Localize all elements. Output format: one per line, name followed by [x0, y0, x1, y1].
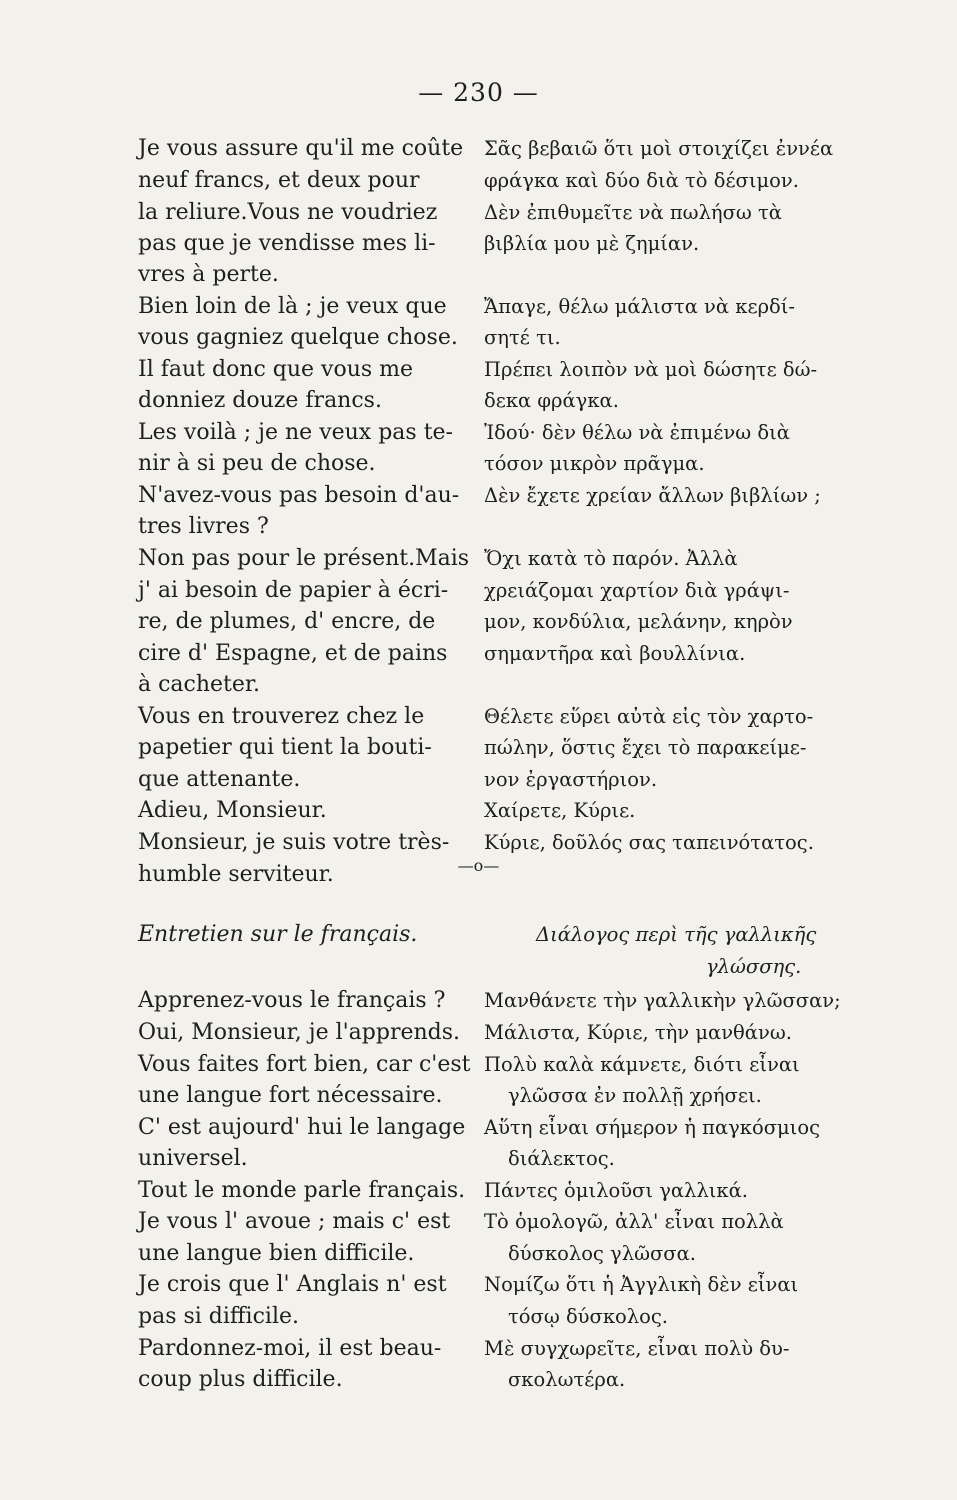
french-line: Adieu, Monsieur. [138, 798, 327, 823]
greek-line: βιβλία μου μὲ ζημίαν. [484, 232, 700, 255]
french-line: à cacheter. [138, 672, 261, 697]
french-line: donniez douze francs. [138, 388, 382, 413]
greek-line: τόσῳ δύσκολος. [508, 1305, 668, 1328]
french-line: une langue fort nécessaire. [138, 1083, 443, 1108]
greek-line: Τὸ ὁμολογῶ, ἀλλ' εἶναι πολλὰ [484, 1210, 784, 1233]
french-line: Oui, Monsieur, je l'apprends. [138, 1020, 461, 1045]
greek-line: Νομίζω ὅτι ἡ Ἀγγλικὴ δὲν εἶναι [484, 1273, 799, 1296]
greek-line: Πρέπει λοιπὸν νὰ μοὶ δώσητε δώ- [484, 358, 818, 381]
greek-line: Δὲν ἔχετε χρείαν ἄλλων βιβλίων ; [484, 484, 821, 507]
french-line: une langue bien difficile. [138, 1241, 415, 1266]
french-line: Il faut donc que vous me [138, 357, 414, 382]
greek-line: Δὲν ἐπιθυμεῖτε νὰ πωλήσω τὰ [484, 201, 782, 224]
greek-line: δεκα φράγκα. [484, 389, 619, 412]
french-line: Je crois que l' Anglais n' est [138, 1272, 447, 1297]
french-line: C' est aujourd' hui le langage [138, 1115, 466, 1140]
greek-line: τόσον μικρὸν πρᾶγμα. [484, 452, 705, 475]
french-line: vous gagniez quelque chose. [138, 325, 458, 350]
french-line: la reliure.Vous ne voudriez [138, 200, 438, 225]
french-line: neuf francs, et deux pour [138, 168, 420, 193]
french-line: Apprenez-vous le français ? [138, 988, 446, 1013]
french-line: universel. [138, 1146, 248, 1171]
greek-line: Μὲ συγχωρεῖτε, εἶναι πολὺ δυ- [484, 1337, 790, 1360]
greek-line: Πολὺ καλὰ κάμνετε, διότι εἶναι [484, 1053, 800, 1076]
french-line: Pardonnez-moi, il est beau- [138, 1336, 442, 1361]
french-line: Bien loin de là ; je veux que [138, 294, 447, 319]
french-line: cire d' Espagne, et de pains [138, 641, 448, 666]
french-line: coup plus difficile. [138, 1367, 343, 1392]
greek-line: σκολωτέρα. [508, 1368, 626, 1391]
greek-line: σητέ τι. [484, 326, 561, 349]
greek-line: Κύριε, δοῦλός σας ταπεινότατος. [484, 831, 814, 854]
french-line: Les voilà ; je ne veux pas te- [138, 420, 453, 445]
greek-line: Χαίρετε, Κύριε. [484, 799, 636, 822]
french-line: que attenante. [138, 767, 301, 792]
french-line: Je vous l' avoue ; mais c' est [138, 1209, 451, 1234]
greek-section-heading: Διάλογος περὶ τῆς γαλλικῆς [536, 923, 817, 946]
greek-line: μον, κονδύλια, μελάνην, κηρὸν [484, 610, 793, 633]
greek-line: Θέλετε εὕρει αὐτὰ εἰς τὸν χαρτο- [484, 705, 814, 728]
greek-line: πώλην, ὅστις ἔχει τὸ παρακείμε- [484, 736, 807, 759]
greek-line: νον ἐργαστήριον. [484, 768, 658, 791]
greek-line: Ἰδού· δὲν θέλω νὰ ἐπιμένω διὰ [484, 421, 790, 444]
french-line: Vous faites fort bien, car c'est [138, 1052, 471, 1077]
greek-line: διάλεκτος. [508, 1147, 615, 1170]
greek-line: Μανθάνετε τὴν γαλλικὴν γλῶσσαν; [484, 989, 841, 1012]
greek-line: δύσκολος γλῶσσα. [508, 1242, 696, 1265]
french-line: pas si difficile. [138, 1304, 299, 1329]
greek-line: Αὕτη εἶναι σήμερον ἡ παγκόσμιος [484, 1116, 820, 1139]
greek-line: Ἄπαγε, θέλω μάλιστα νὰ κερδί- [484, 295, 796, 318]
greek-line: γλῶσσα ἐν πολλῇ χρήσει. [508, 1084, 762, 1107]
french-line: re, de plumes, d' encre, de [138, 609, 436, 634]
french-line: Tout le monde parle français. [138, 1178, 466, 1203]
section-divider: —o— [457, 856, 500, 875]
greek-line: Μάλιστα, Κύριε, τὴν μανθάνω. [484, 1021, 792, 1044]
greek-line: Ὄχι κατὰ τὸ παρόν. Ἀλλὰ [484, 547, 738, 570]
greek-line: Σᾶς βεβαιῶ ὅτι μοὶ στοιχίζει ἐννέα [484, 137, 834, 160]
french-line: Je vous assure qu'il me coûte [138, 136, 464, 161]
french-line: j' ai besoin de papier à écri- [138, 578, 449, 603]
greek-line: σημαντῆρα καὶ βουλλίνια. [484, 642, 746, 665]
french-line: humble serviteur. [138, 862, 334, 887]
french-line: tres livres ? [138, 514, 269, 539]
french-line: nir à si peu de chose. [138, 451, 376, 476]
french-line: papetier qui tient la bouti- [138, 735, 432, 760]
french-line: Vous en trouverez chez le [138, 704, 425, 729]
greek-section-heading: γλώσσης. [706, 955, 802, 978]
french-line: Monsieur, je suis votre très- [138, 830, 450, 855]
french-line: Non pas pour le présent.Mais [138, 546, 470, 571]
french-line: N'avez-vous pas besoin d'au- [138, 483, 460, 508]
french-line: vres à perte. [138, 262, 279, 287]
page-number: — 230 — [418, 78, 539, 107]
greek-line: φράγκα καὶ δύο διὰ τὸ δέσιμον. [484, 169, 799, 192]
french-line: pas que je vendisse mes li- [138, 231, 436, 256]
greek-line: Πάντες ὁμιλοῦσι γαλλικά. [484, 1179, 748, 1202]
greek-line: χρειάζομαι χαρτίον διὰ γράψι- [484, 579, 790, 602]
french-section-heading: Entretien sur le français. [138, 922, 418, 947]
